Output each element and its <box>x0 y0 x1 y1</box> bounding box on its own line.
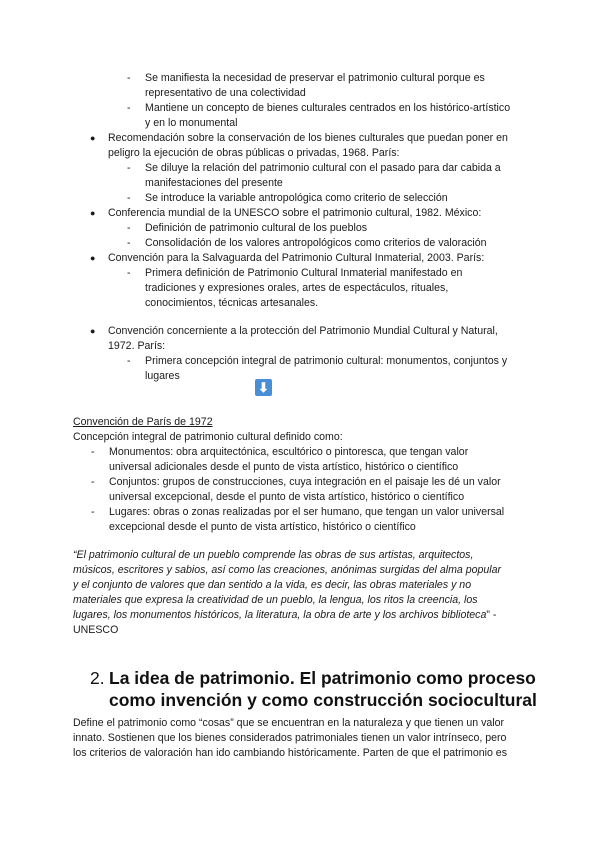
section-title: La idea de patrimonio. El patrimonio como proceso <box>109 668 536 688</box>
quote-line-4: materiales que expresa la creatividad de un pueblo, la lengua, los ritos la creencia, los <box>73 594 478 606</box>
sub-item-inmaterial: Primera definición de Patrimonio Cultural Inmaterial manifestado en <box>145 267 463 279</box>
sub-item-consolidacion: Consolidación de los valores antropológicos como criterios de valoración <box>145 237 487 249</box>
bullet-marker: ● <box>90 208 96 218</box>
paris-heading: Convención de París de 1972 <box>73 416 213 428</box>
sub-item-concept-cont: y en lo monumental <box>145 117 238 129</box>
quote-line-3: y el conjunto de valores que dan sentido a la vida, es decir, las obras materiales y no <box>73 579 472 591</box>
dash-marker: - <box>91 476 95 488</box>
quote-line-2: músicos, escritores y sabios, así como las creaciones, anónimas surgidas del alma popular <box>73 564 502 576</box>
dash-marker: - <box>127 102 131 114</box>
bullet-marker: ● <box>90 253 96 263</box>
quote-line-5 <box>73 608 496 623</box>
paris-intro: Concepción integral de patrimonio cultural definido como: <box>73 431 343 443</box>
dash-marker: - <box>127 222 131 234</box>
definition-monumentos: Monumentos: obra arquitectónica, escultórico o pintoresca, que tengan valor <box>109 446 469 458</box>
quote-line-5-italic: lugares, los monumentos históricos, la literatura, la obra de arte y los archivos biblioteca <box>73 609 487 621</box>
bullet-marker: ● <box>90 133 96 143</box>
quote-line-1: “El patrimonio cultural de un pueblo comprende las obras de sus artistas, arquitectos, <box>73 549 474 561</box>
dash-marker: - <box>127 192 131 204</box>
sub-item-inmaterial-cont1: tradiciones y expresiones orales, artes de espectáculos, rituales, <box>145 282 449 294</box>
arrow-down-icon: ⬇ <box>255 379 272 396</box>
definition-lugares: Lugares: obras o zonas realizadas por el ser humano, que tengan un valor universal <box>109 506 505 518</box>
paragraph-line-2: innato. Sostienen que los bienes considerados patrimoniales tienen un valor intrínseco, pero <box>73 732 507 744</box>
definition-lugares-cont: excepcional desde el punto de vista artístico, histórico o científico <box>109 521 416 533</box>
dash-marker: - <box>91 446 95 458</box>
definition-monumentos-cont: universal adicionales desde el punto de vista artístico, histórico o científico <box>109 461 459 473</box>
sub-item-diluye: Se diluye la relación del patrimonio cultural con el pasado para dar cabida a <box>145 162 501 174</box>
dash-marker: - <box>127 72 131 84</box>
sub-item-preserve-cont: representativo de una colectividad <box>145 87 306 99</box>
paragraph-line-1: Define el patrimonio como “cosas” que se encuentran en la naturaleza y que tienen un valor <box>73 717 505 729</box>
sub-item-integral-cont: lugares <box>145 370 180 382</box>
dash-marker: - <box>127 237 131 249</box>
section-number: 2. <box>90 668 105 688</box>
dash-marker: - <box>127 267 131 279</box>
bullet-marker: ● <box>90 326 96 336</box>
list-item-2003: Convención para la Salvaguarda del Patrimonio Cultural Inmaterial, 2003. París: <box>108 252 485 264</box>
sub-item-diluye-cont: manifestaciones del presente <box>145 177 283 189</box>
definition-conjuntos: Conjuntos: grupos de construcciones, cuya integración en el paisaje les dé un valor <box>109 476 501 488</box>
sub-item-inmaterial-cont2: conocimientos, técnicas artesanales. <box>145 297 319 309</box>
list-item-1982: Conferencia mundial de la UNESCO sobre el patrimonio cultural, 1982. México: <box>108 207 482 219</box>
list-item-1972: Convención concerniente a la protección del Patrimonio Mundial Cultural y Natural, <box>108 325 498 337</box>
section-title-cont: como invención y como construcción sociocultural <box>109 690 537 710</box>
dash-marker: - <box>91 506 95 518</box>
sub-item-definicion: Definición de patrimonio cultural de los pueblos <box>145 222 368 234</box>
dash-marker: - <box>127 355 131 367</box>
list-item-1972-cont: 1972. París: <box>108 340 166 352</box>
sub-item-preserve: Se manifiesta la necesidad de preservar el patrimonio cultural porque es <box>145 72 485 84</box>
sub-item-antropologica: Se introduce la variable antropológica como criterio de selección <box>145 192 448 204</box>
sub-item-concept: Mantiene un concepto de bienes culturales centrados en los histórico-artístico <box>145 102 511 114</box>
sub-item-integral: Primera concepción integral de patrimonio cultural: monumentos, conjuntos y <box>145 355 508 367</box>
definition-conjuntos-cont: universal excepcional, desde el punto de vista artístico, histórico o científico <box>109 491 465 503</box>
dash-marker: - <box>127 162 131 174</box>
list-item-1968: Recomendación sobre la conservación de los bienes culturales que puedan poner en <box>108 132 508 144</box>
list-item-1968-cont: peligro la ejecución de obras públicas o privadas, 1968. París: <box>108 147 400 159</box>
quote-author: UNESCO <box>73 624 119 636</box>
quote-line-5-tail: ” - <box>486 609 497 621</box>
paragraph-line-3: los criterios de valoración han ido cambiando históricamente. Parten de que el patrimonio es <box>73 747 507 759</box>
